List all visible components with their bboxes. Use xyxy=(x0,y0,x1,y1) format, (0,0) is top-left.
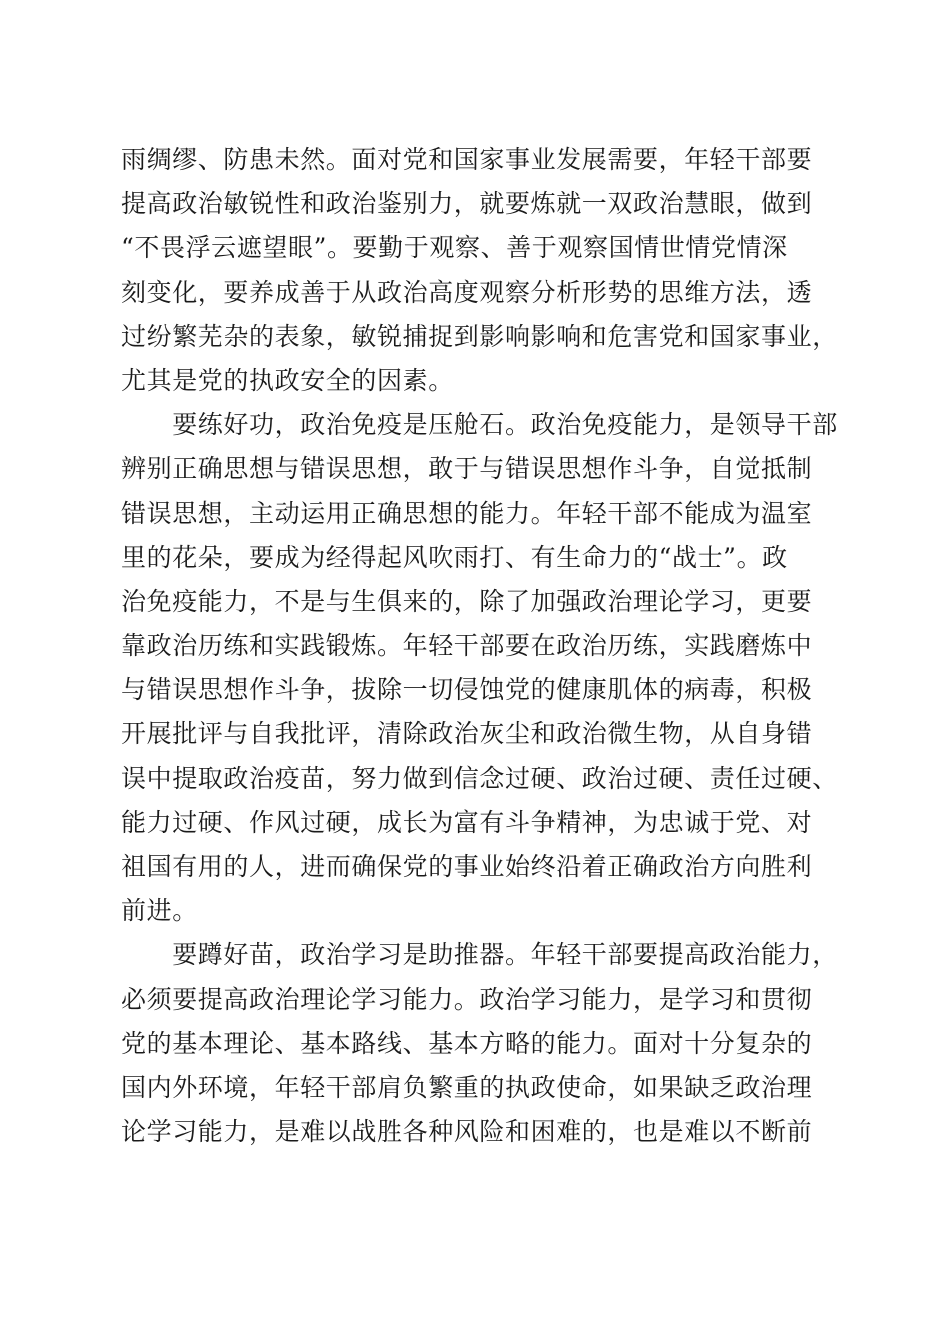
text-line: 过纷繁芜杂的表象，敏锐捕捉到影响影响和危害党和国家事业， xyxy=(121,321,838,351)
text-line: 刻变化，要养成善于从政治高度观察分析形势的思维方法，透 xyxy=(121,277,813,307)
text-line: 靠政治历练和实践锻炼。年轻干部要在政治历练，实践磨炼中 xyxy=(121,631,813,661)
text-line: 提高政治敏锐性和政治鉴别力，就要炼就一双政治慧眼，做到 xyxy=(121,189,813,219)
text-line: 辨别正确思想与错误思想，敢于与错误思想作斗争，自觉抵制 xyxy=(121,454,813,484)
text-line: 党的基本理论、基本路线、基本方略的能力。面对十分复杂的 xyxy=(121,1028,813,1058)
text-line: “不畏浮云遮望眼”。要勤于观察、善于观察国情世情党情深 xyxy=(121,233,788,263)
text-line: 与错误思想作斗争，拔除一切侵蚀党的健康肌体的病毒，积极 xyxy=(121,675,813,705)
text-line: 里的花朵，要成为经得起风吹雨打、有生命力的“战士”。政 xyxy=(121,542,788,572)
text-line: 尤其是党的执政安全的因素。 xyxy=(121,365,454,395)
text-line: 必须要提高政治理论学习能力。政治学习能力，是学习和贯彻 xyxy=(121,984,813,1014)
text-line: 要练好功，政治免疫是压舱石。政治免疫能力，是领导干部 xyxy=(121,410,838,440)
text-line: 前进。 xyxy=(121,896,198,926)
text-line: 雨绸缪、防患未然。面对党和国家事业发展需要，年轻干部要 xyxy=(121,145,813,174)
text-line: 祖国有用的人，进而确保党的事业始终沿着正确政治方向胜利 xyxy=(121,852,813,881)
text-line: 论学习能力，是难以战胜各种风险和困难的，也是难以不断前 xyxy=(121,1117,813,1147)
text-line: 治免疫能力，不是与生俱来的，除了加强政治理论学习，更要 xyxy=(121,586,813,616)
text-line: 错误思想，主动运用正确思想的能力。年轻干部不能成为温室 xyxy=(121,498,813,528)
text-line: 误中提取政治疫苗，努力做到信念过硬、政治过硬、责任过硬、 xyxy=(121,763,838,793)
text-line: 开展批评与自我批评，清除政治灰尘和政治微生物，从自身错 xyxy=(121,719,813,749)
text-line: 要蹲好苗，政治学习是助推器。年轻干部要提高政治能力， xyxy=(121,940,838,970)
text-line: 国内外环境，年轻干部肩负繁重的执政使命，如果缺乏政治理 xyxy=(121,1072,813,1102)
body-text xyxy=(121,138,841,1154)
text-line: 能力过硬、作风过硬，成长为富有斗争精神，为忠诚于党、对 xyxy=(121,807,813,837)
